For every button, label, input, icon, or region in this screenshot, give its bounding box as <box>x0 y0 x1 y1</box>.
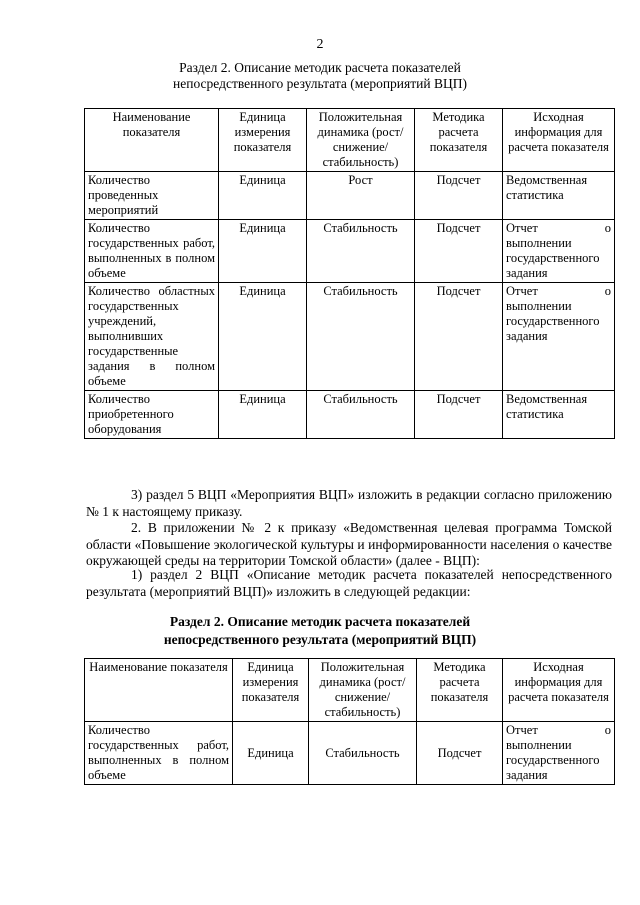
header-dynamics: Положительная динамика (рост/снижение/ стабильность) <box>309 659 417 722</box>
cell-dynamics: Стабильность <box>307 283 415 391</box>
cell-unit: Единица <box>219 391 307 439</box>
header-name: Наименование показателя <box>85 109 219 172</box>
cell-dynamics: Стабильность <box>307 391 415 439</box>
section-title-2-line1: Раздел 2. Описание методик расчета показателей <box>169 614 471 629</box>
cell-name: Количество государственных работ, выполненных в полном объеме <box>85 220 219 283</box>
cell-method: Подсчет <box>415 172 503 220</box>
paragraph-1 <box>86 487 612 520</box>
indicators-table-new <box>84 658 615 785</box>
cell-unit: Единица <box>219 220 307 283</box>
table-row <box>85 722 615 785</box>
cell-dynamics: Стабильность <box>309 722 417 785</box>
table-row <box>85 283 615 391</box>
cell-method: Подсчет <box>415 391 503 439</box>
section-title-1-line2: непосредственного результата (мероприятий ВЦП) <box>173 76 467 91</box>
paragraph-2 <box>86 520 612 570</box>
cell-unit: Единица <box>219 172 307 220</box>
header-source: Исходная информация для расчета показателя <box>503 109 615 172</box>
cell-name: Количество приобретенного оборудования <box>85 391 219 439</box>
cell-name: Количество проведенных мероприятий <box>85 172 219 220</box>
paragraph-1-text: 3) раздел 5 ВЦП «Мероприятия ВЦП» изложить в редакции согласно приложению № 1 к настоящему приказу. <box>86 487 612 519</box>
table-row <box>85 220 615 283</box>
cell-method: Подсчет <box>417 722 503 785</box>
cell-method: Подсчет <box>415 220 503 283</box>
table-row <box>85 172 615 220</box>
cell-unit: Единица <box>219 283 307 391</box>
section-title-1-line1: Раздел 2. Описание методик расчета показателей <box>179 60 461 75</box>
cell-unit: Единица <box>233 722 309 785</box>
cell-name: Количество областных государственных учреждений, выполнивших государственные задания в полном объеме <box>85 283 219 391</box>
cell-name: Количество государственных работ, выполненных в полном объеме <box>85 722 233 785</box>
table-header-row <box>85 659 615 722</box>
page-number: 2 <box>316 37 324 52</box>
cell-source: Отчет о выполнении государственного задания <box>503 722 615 785</box>
header-source: Исходная информация для расчета показателя <box>503 659 615 722</box>
cell-dynamics: Стабильность <box>307 220 415 283</box>
header-method: Методика расчета показателя <box>417 659 503 722</box>
table-header-row <box>85 109 615 172</box>
section-title-1 <box>0 60 640 92</box>
section-title-2-line2: непосредственного результата (мероприятий ВЦП) <box>163 632 477 647</box>
table-row <box>85 391 615 439</box>
header-dynamics: Положительная динамика (рост/снижение/ стабильность) <box>307 109 415 172</box>
section-title-2 <box>0 613 640 649</box>
cell-source: Ведомственная статистика <box>503 172 615 220</box>
header-unit: Единица измерения показателя <box>233 659 309 722</box>
cell-dynamics: Рост <box>307 172 415 220</box>
cell-source: Ведомственная статистика <box>503 391 615 439</box>
indicators-table-old <box>84 108 615 439</box>
cell-method: Подсчет <box>415 283 503 391</box>
paragraph-2-text: 2. В приложении № 2 к приказу «Ведомственная целевая программа Томской области «Повышение экологической культуры и информированности населения о качестве окружающей среды на территории Томской области» (далее - ВЦП): <box>86 520 612 568</box>
cell-source: Отчет о выполнении государственного задания <box>503 220 615 283</box>
cell-source: Отчет о выполнении государственного задания <box>503 283 615 391</box>
header-unit: Единица измерения показателя <box>219 109 307 172</box>
header-method: Методика расчета показателя <box>415 109 503 172</box>
paragraph-3 <box>86 567 612 600</box>
header-name: Наименование показателя <box>85 659 233 722</box>
paragraph-3-text: 1) раздел 2 ВЦП «Описание методик расчета показателей непосредственного результата (мероприятий ВЦП)» изложить в следующей редакции: <box>86 567 612 599</box>
